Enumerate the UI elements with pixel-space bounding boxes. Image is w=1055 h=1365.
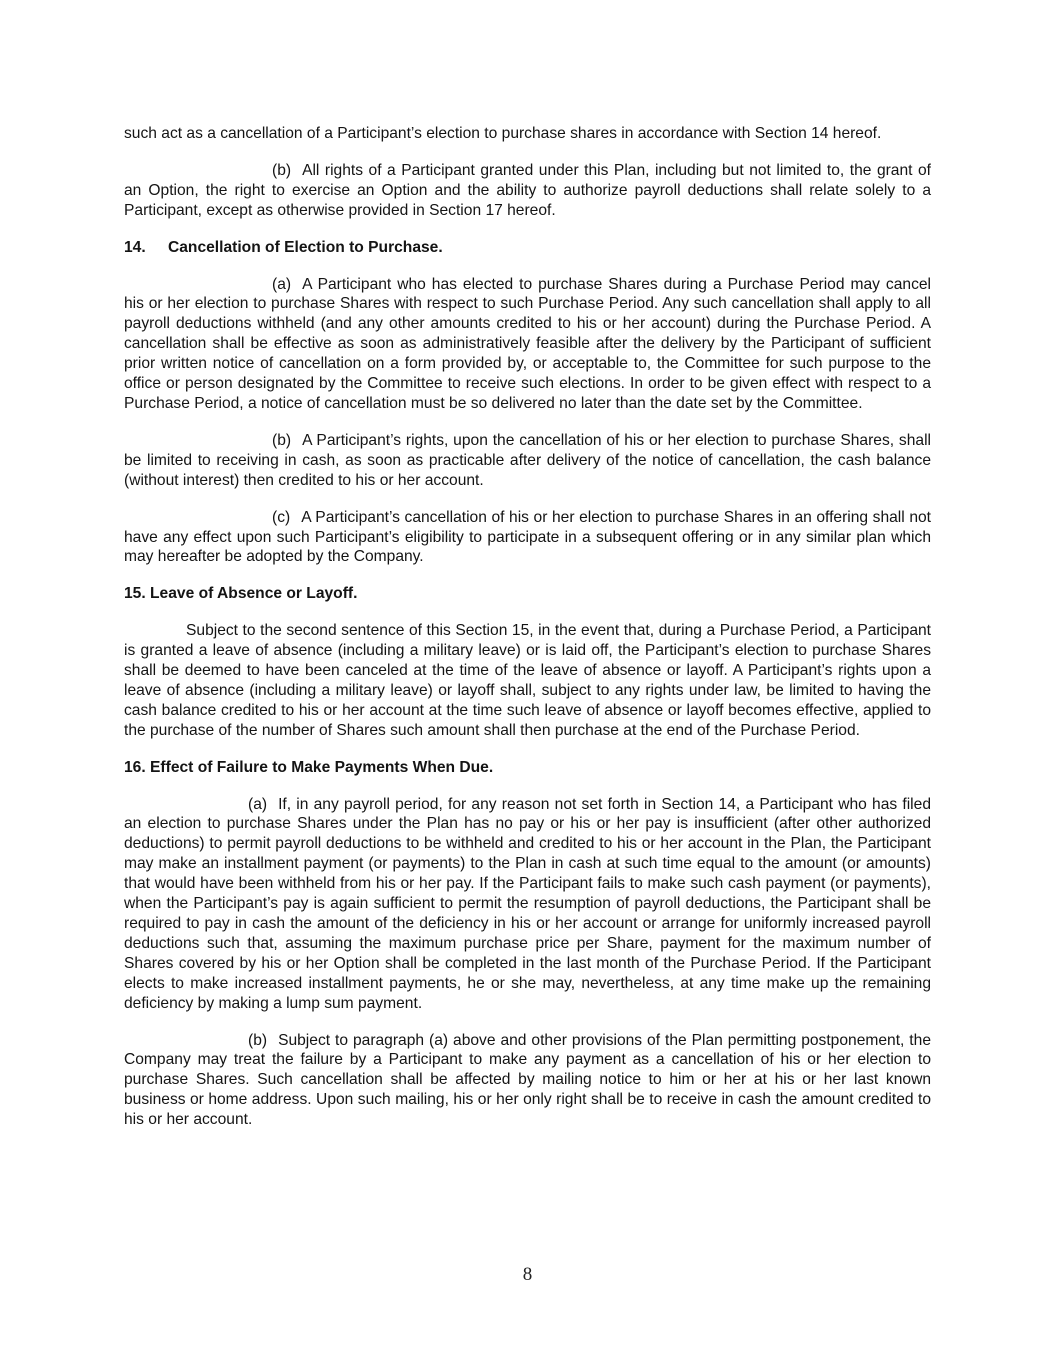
paragraph-14b xyxy=(124,431,931,491)
paragraph-16a xyxy=(124,795,931,1014)
paragraph-marker: (a) xyxy=(248,795,268,813)
section-heading-15 xyxy=(124,584,931,604)
paragraph-text: All rights of a Participant granted under this Plan, including but not limited to, the grant of an Option, the right to exercise an Option and the ability to authorize payroll deductions shall relate solely to a Participant, except as otherwise provided in Section 17 hereof. xyxy=(124,161,931,219)
paragraph-text: such act as a cancellation of a Participant’s election to purchase shares in accordance with Section 14 hereof. xyxy=(124,125,882,142)
section-title: Cancellation of Election to Purchase. xyxy=(168,238,443,256)
paragraph-marker: (c) xyxy=(272,508,291,526)
section-number: 15. xyxy=(124,585,146,603)
section-number: 16. xyxy=(124,758,146,776)
document-page xyxy=(124,124,931,1147)
section-title: Effect of Failure to Make Payments When Due. xyxy=(150,758,494,776)
paragraph-text: A Participant’s cancellation of his or her election to purchase Shares in an offering shall not have any effect upon such Participant’s eligibility to participate in a subsequent offering or in any similar plan which may hereafter be adopted by the Company. xyxy=(124,508,931,566)
paragraph-text: Subject to the second sentence of this Section 15, in the event that, during a Purchase Period, a Participant is granted a leave of absence (including a military leave) or is laid off, the Participant’s election to purchase Shares shall be deemed to have been canceled at the time of the leave of absence or layoff. A Participant’s rights upon a leave of absence (including a military leave) or layoff shall, subject to any rights under law, be limited to having the cash balance credited to his or her account at the time such leave of absence or layoff becomes effective, applied to the purchase of the number of Shares such amount shall then purchase at the end of the Purchase Period. xyxy=(124,622,931,739)
paragraph-15 xyxy=(124,621,931,740)
section-heading-14 xyxy=(124,238,931,258)
paragraph-marker: (b) xyxy=(272,431,292,449)
paragraph-marker: (b) xyxy=(248,1031,268,1049)
paragraph-text: Subject to paragraph (a) above and other provisions of the Plan permitting postponement, the Company may treat the failure by a Participant to make any payment as a cancellation of his or her election to purchase Shares. Such cancellation shall be affected by mailing notice to him or her at his or her last known business or home address. Upon such mailing, his or her only right shall be to receive in cash the amount credited to his or her account. xyxy=(124,1031,931,1129)
paragraph-text: A Participant who has elected to purchase Shares during a Purchase Period may cancel his or her election to purchase Shares with respect to such Purchase Period. Any such cancellation shall apply to all payroll deductions withheld (and any other amounts credited to his or her account) during the Purchase Period. A cancellation shall be effective as soon as administratively feasible after the delivery by the Participant of sufficient prior written notice of cancellation on a form provided by, or acceptable to, the Committee for such purpose to the office or person designated by the Committee to receive such elections. In order to be given effect with respect to a Purchase Period, a notice of cancellation must be so delivered no later than the date set by the Committee. xyxy=(124,275,931,412)
section-title: Leave of Absence or Layoff. xyxy=(150,585,358,603)
paragraph-text: If, in any payroll period, for any reason not set forth in Section 14, a Participant who has filed an election to purchase Shares under the Plan has no pay or his or her pay is insufficient (after other authorized deductions) to permit payroll deductions to be withheld and credited to his or her account in the Plan, the Participant may make an installment payment (or payments) to the Plan in cash at such time equal to the amount (or amounts) that would have been withheld from his or her pay. If the Participant fails to make such cash payment (or payments), when the Participant’s pay is again sufficient to permit the resumption of payroll deductions, the Participant shall be required to pay in cash the amount of the deficiency in his or her account or arrange for uniformly increased payroll deductions such that, assuming the maximum purchase price per Share, payment for the maximum number of Shares covered by his or her Option shall be completed in the last month of the Purchase Period. If the Participant elects to make increased installment payments, he or she may, nevertheless, at any time make up the remaining deficiency by making a lump sum payment. xyxy=(124,795,931,1012)
section-number: 14. xyxy=(124,238,146,256)
paragraph-14a xyxy=(124,275,931,414)
paragraph-marker: (a) xyxy=(272,275,292,293)
paragraph-text: A Participant’s rights, upon the cancellation of his or her election to purchase Shares, shall be limited to receiving in cash, as soon as practicable after delivery of the notice of cancellation, the cash balance (without interest) then credited to his or her account. xyxy=(124,431,931,489)
paragraph-continuation xyxy=(124,124,931,144)
page-number: 8 xyxy=(522,1264,533,1285)
paragraph-marker: (b) xyxy=(272,161,292,179)
paragraph-16b xyxy=(124,1031,931,1131)
section-heading-16 xyxy=(124,758,931,778)
paragraph-13b xyxy=(124,161,931,221)
paragraph-14c xyxy=(124,508,931,568)
